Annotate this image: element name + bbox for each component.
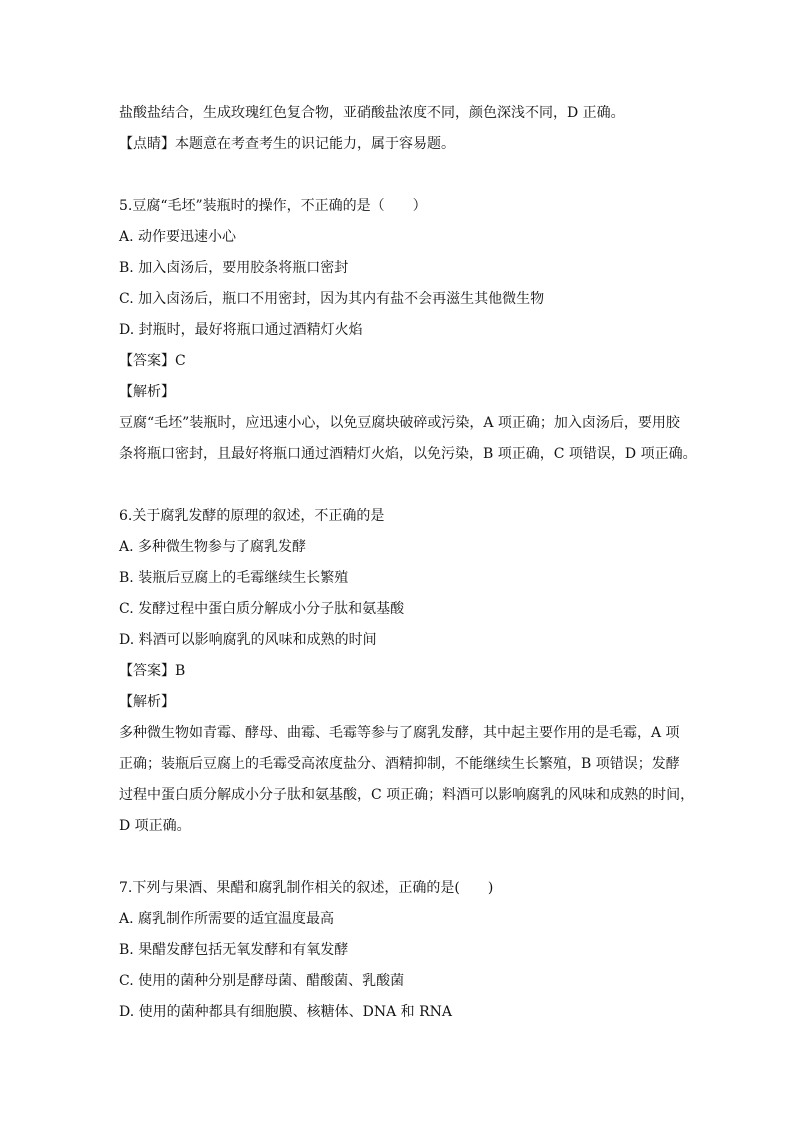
question-5-option-c: C. 加入卤汤后，瓶口不用密封，因为其内有盐不会再滋生其他微生物 <box>119 291 545 307</box>
question-7-stem: 7.下列与果酒、果醋和腐乳制作相关的叙述，正确的是( ) <box>119 880 494 896</box>
question-6-analysis-line: 正确；装瓶后豆腐上的毛霉受高浓度盐分、酒精抑制，不能继续生长繁殖，B 项错误；发酵 <box>119 756 680 772</box>
question-5-option-b: B. 加入卤汤后，要用胶条将瓶口密封 <box>119 260 349 276</box>
spacer <box>119 160 679 191</box>
question-6-option-a: A. 多种微生物参与了腐乳发酵 <box>119 539 307 555</box>
question-5-analysis-title: 【解析】 <box>119 384 175 400</box>
question-6-analysis-line: 过程中蛋白质分解成小分子肽和氨基酸，C 项正确；料酒可以影响腐乳的风味和成熟的时间， <box>119 787 695 803</box>
spacer <box>119 470 679 501</box>
question-5-stem: 5.豆腐“毛坯”装瓶时的操作，不正确的是（ ） <box>119 198 427 214</box>
question-5-analysis-line: 条将瓶口密封，且最好将瓶口通过酒精灯火焰，以免污染，B 项正确，C 项错误，D 项正确。 <box>119 446 697 462</box>
question-6-analysis-line: 多种微生物如青霉、酵母、曲霉、毛霉等参与了腐乳发酵，其中起主要作用的是毛霉，A 项 <box>119 725 680 741</box>
question-5-answer: 【答案】C <box>119 353 186 369</box>
question-7-option-d: D. 使用的菌种都具有细胞膜、核糖体、DNA 和 RNA <box>119 1004 453 1020</box>
question-6-analysis-line: D 项正确。 <box>119 818 191 834</box>
question-6-answer: 【答案】B <box>119 663 186 679</box>
question-6-option-d: D. 料酒可以影响腐乳的风味和成熟的时间 <box>119 632 377 648</box>
document-page <box>119 98 697 1028</box>
question-7-option-c: C. 使用的菌种分别是酵母菌、醋酸菌、乳酸菌 <box>119 973 405 989</box>
question-5 <box>119 191 697 470</box>
question-5-option-a: A. 动作要迅速小心 <box>119 229 237 245</box>
spacer <box>119 842 679 873</box>
question-6-option-b: B. 装瓶后豆腐上的毛霉继续生长繁殖 <box>119 570 349 586</box>
question-7-option-b: B. 果醋发酵包括无氧发酵和有氧发酵 <box>119 942 349 958</box>
question-7-option-a: A. 腐乳制作所需要的适宜温度最高 <box>119 911 335 927</box>
previous-comment: 【点睛】本题意在考查考生的识记能力，属于容易题。 <box>119 136 455 152</box>
question-6 <box>119 501 695 842</box>
question-5-option-d: D. 封瓶时，最好将瓶口通过酒精灯火焰 <box>119 322 363 338</box>
question-6-analysis-title: 【解析】 <box>119 694 175 710</box>
question-6-stem: 6.关于腐乳发酵的原理的叙述，不正确的是 <box>119 508 385 524</box>
question-7 <box>119 873 679 1028</box>
previous-answer-tail: 盐酸盐结合，生成玫瑰红色复合物，亚硝酸盐浓度不同，颜色深浅不同，D 正确。 <box>119 105 625 121</box>
question-5-analysis-line: 豆腐“毛坯”装瓶时，应迅速小心，以免豆腐块破碎或污染，A 项正确；加入卤汤后，要用胶 <box>119 415 680 431</box>
question-6-option-c: C. 发酵过程中蛋白质分解成小分子肽和氨基酸 <box>119 601 405 617</box>
